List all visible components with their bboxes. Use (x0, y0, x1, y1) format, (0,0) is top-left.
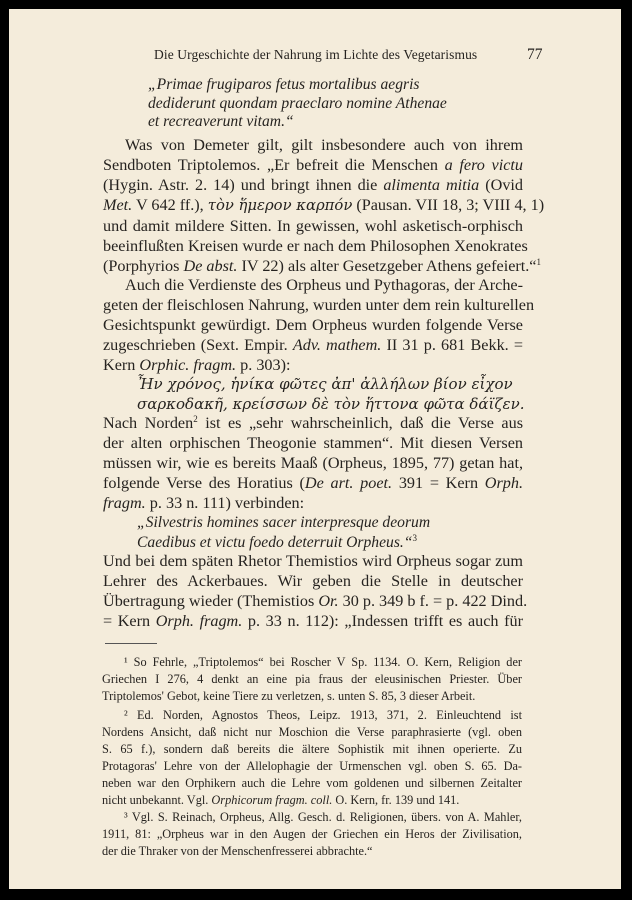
latin-quote-2 (137, 513, 517, 553)
text-line: fragm. p. 33 n. 111) verbinden: (103, 494, 305, 512)
text-line: Lehrer des Ackerbaues. Wir geben die Stelle in deutscher (103, 572, 523, 590)
quote-line: dediderunt quondam praeclaro nomine Athenae (148, 94, 447, 112)
paragraph-themistios (103, 551, 528, 631)
running-head: Die Urgeschichte der Nahrung im Lichte des Vegetarismus (154, 47, 478, 62)
text-line: Met. V 642 ff.), τὸν ἥμερον καρπόν (Pausan. VII 18, 3; VIII 4, 1) (103, 196, 545, 214)
greek-verse (137, 374, 527, 414)
text-line: (Porphyrios De abst. IV 22) als alter Gesetzgeber Athens gefeiert.“$^1$ (103, 257, 541, 275)
text-line: Übertragung wieder (Themistios Or. 30 p. 349 b f. = p. 422 Dind. (103, 592, 528, 610)
verse-line: Ἦν χρόνος, ἡνίκα φῶτες ἀπ' ἀλλήλων βίον εἶχον (137, 375, 513, 393)
text-line: folgende Verse des Horatius (De art. poet. 391 = Kern Orph. (103, 474, 523, 492)
footnote-3: ³ Vgl. S. Reinach, Orpheus, Allg. Gesch. d. Religionen, übers. von A. Mahler, 1911, 81: „Orpheus war in den Augen der Griechen ein Heros der Zivilisation, der die Thraker von der Menschenfresserei abbrachte.“ (102, 810, 522, 858)
text-line: der alten orphischen Theogonie stammen“. Mit diesen Versen (103, 434, 523, 452)
text-line: Nach Norden$^2$ ist es „sehr wahrscheinlich, daß die Verse aus (103, 414, 524, 432)
quote-line: et recreaverunt vitam.“ (148, 113, 294, 130)
text-line: = Kern Orph. fragm. p. 33 n. 112): „Indessen trifft es auch für (103, 612, 523, 630)
page-number: 77 (527, 46, 543, 63)
text-line: müssen wir, wie es bereits Maaß (Orpheus, 1895, 77) getan hat, (103, 454, 523, 472)
footnote-1: ¹ So Fehrle, „Triptolemos“ bei Roscher V Sp. 1134. O. Kern, Religion der Griechen I 276, 4 denkt an eine pia fraus der eleusinischen Priester. Über Triptolemos' Gebot, keine Tiere zu verletzen, s. unten S. 85, 3 dieser Arbeit. (102, 655, 522, 703)
footnote-ref-1[interactable]: 1 (536, 257, 541, 267)
footnote-divider (105, 643, 157, 644)
quote-line: Caedibus et victu foedo deterruit Orpheus.“$^3$ (137, 533, 417, 551)
paragraph-norden (103, 413, 523, 513)
paragraph-orpheus (103, 275, 535, 375)
text-line: Kern Orphic. fragm. p. 303): (103, 356, 291, 374)
verse-line: σαρκοδακῆ, κρείσσων δὲ τὸν ἥττονα φῶτα δάϊζεν. (137, 395, 525, 413)
quote-line: „Primae frugiparos fetus mortalibus aegris (148, 76, 420, 93)
latin-quote-1 (148, 76, 508, 132)
text-line: Gesichtspunkt gewürdigt. Dem Orpheus wurden folgende Verse (103, 316, 523, 334)
text-line: geten der fleischlosen Nahrung, wurden unter dem rein kulturellen (103, 296, 535, 314)
text-line: Und bei dem späten Rhetor Themistios wird Orpheus sogar zum (103, 552, 523, 570)
text-line: zugeschrieben (Sext. Empir. Adv. mathem. II 31 p. 681 Bekk. = (103, 336, 523, 354)
footnote-2: ² Ed. Norden, Agnostos Theos, Leipz. 1913, 371, 2. Einleuchtend ist Nordens Ansicht, daß nicht nur Moschion die Verse paraphrasierte (vgl. oben S. 65 f.), sondern daß bereits die ältere Sophistik mit ihnen operierte. Zu Protagoras' Lehre von der Allelophagie der Urmenschen vgl. oben S. 65. Da- neben war den Orphikern auch die Lehre vom goldenen und silbernen Zeitalter nicht unbekannt. Vgl. Orphicorum fragm. coll. O. Kern, fr. 139 und 141. (102, 708, 522, 807)
footnote-ref-2[interactable]: 2 (193, 414, 198, 424)
book-page (9, 9, 621, 889)
text-line: Auch die Verdienste des Orpheus und Pythagoras, der Arche- (125, 276, 523, 294)
footnote-ref-3[interactable]: 3 (412, 533, 417, 543)
text-line: und damit mildere Sitten. In gewissen, wohl asketisch-orphisch (103, 217, 523, 235)
text-line: Sendboten Triptolemos. „Er befreit die Menschen a fero victu (103, 156, 523, 174)
text-line: beeinflußten Kreisen wurde er nach dem Philosophen Xenokrates (103, 237, 528, 255)
text-line: Was von Demeter gilt, gilt insbesondere auch von ihrem (125, 136, 523, 154)
text-line: (Hygin. Astr. 2. 14) und bringt ihnen die alimenta mitia (Ovid (103, 176, 523, 194)
paragraph-triptolemos (103, 135, 545, 276)
quote-line: „Silvestris homines sacer interpresque deorum (137, 514, 431, 531)
